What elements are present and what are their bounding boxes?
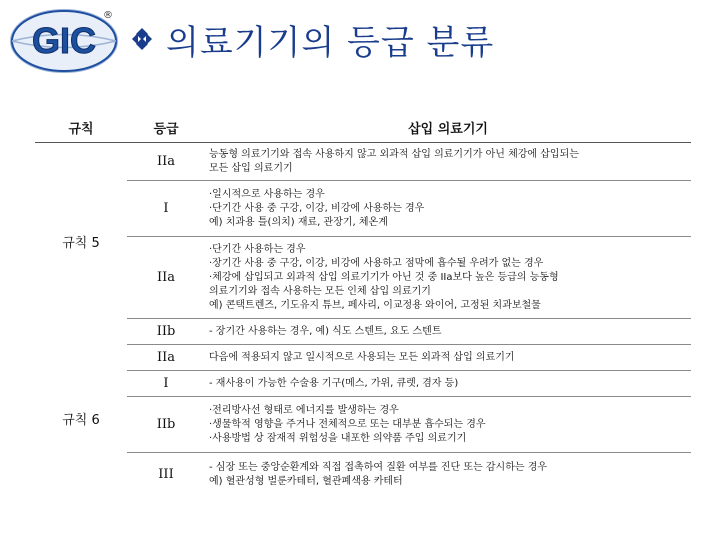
table-header-row [35,112,691,143]
header-rule: 규칙 [35,112,127,143]
desc-line: 예) 치과용 틀(의치) 재료, 관장기, 체온계 [209,216,388,228]
globe-logo-icon [10,8,118,74]
grade-cell: IIb [127,397,205,453]
desc-line: ·사용방법 상 잠재적 위험성을 내포한 의약품 주입 의료기기 [209,432,467,444]
desc-line: - 장기간 사용하는 경우, 예) 식도 스텐트, 요도 스텐트 [209,325,442,337]
grade-cell: IIa [127,345,205,371]
desc-line: 예) 콘택트렌즈, 기도유지 튜브, 페사리, 이교정용 와이어, 고정된 치과보철물 [209,299,541,311]
desc-line: ·일시적으로 사용하는 경우 [209,188,325,200]
desc-line: 의료기기와 접속 사용하는 모든 인체 삽입 의료기기 [209,285,431,297]
desc-line: 능동형 의료기기와 접속 사용하지 않고 외과적 삽입 의료기기가 아닌 체강에 삽입되는 [209,148,579,160]
desc-line: 예) 혈관성형 벌룬카테터, 혈관폐색용 카테터 [209,475,403,487]
desc-line: ·장기간 사용 중 구강, 이강, 비강에 사용하고 점막에 흡수될 우려가 없는 경우 [209,257,544,269]
desc-cell [205,397,691,453]
grade-cell: IIa [127,143,205,181]
diamond-bullet-icon [128,25,156,53]
desc-line: - 재사용이 가능한 수술용 기구(메스, 가위, 큐렛, 겸자 등) [209,377,459,389]
table-row [35,345,691,371]
grade-cell: IIb [127,319,205,345]
header-grade: 등급 [127,112,205,143]
header-desc: 삽입 의료기기 [205,112,691,143]
desc-cell [205,453,691,497]
desc-line: ·전리방사선 형태로 에너지를 발생하는 경우 [209,404,399,416]
rule-5-label: 규칙 5 [62,235,100,251]
page-header [128,14,494,64]
desc-cell [205,345,691,371]
table-row [35,181,691,237]
desc-cell [205,143,691,181]
grade-cell: I [127,371,205,397]
classification-table [35,112,691,497]
registered-mark: ® [103,10,113,21]
page-title: 의료기기의 등급 분류 [166,22,495,63]
desc-line: 다음에 적용되지 않고 일시적으로 사용되는 모든 외과적 삽입 의료기기 [209,351,515,363]
desc-cell [205,237,691,319]
desc-line: 모든 삽입 의료기기 [209,162,293,174]
desc-line: ·단기간 사용하는 경우 [209,243,306,255]
table-row [35,453,691,497]
desc-cell [205,181,691,237]
desc-line: ·생물학적 영향을 주거나 전체적으로 또는 대부분 흡수되는 경우 [209,418,486,430]
gic-logo [10,8,118,74]
table-row [35,371,691,397]
table-row [35,143,691,181]
desc-cell [205,319,691,345]
desc-cell [205,371,691,397]
grade-cell: IIa [127,237,205,319]
rule-6-label: 규칙 6 [62,412,100,428]
logo-text: GIC [31,20,97,61]
desc-line: ·체강에 삽입되고 외과적 삽입 의료기기가 아닌 것 중 IIa보다 높은 등급의 능동형 [209,271,559,283]
table-row [35,319,691,345]
desc-line: ·단기간 사용 중 구강, 이강, 비강에 사용하는 경우 [209,202,425,214]
table-row [35,397,691,453]
grade-cell: III [158,466,174,482]
desc-line: - 심장 또는 중앙순환계와 직접 접촉하여 질환 여부를 진단 또는 감시하는 경우 [209,461,548,473]
table-row [35,237,691,319]
grade-cell: I [127,181,205,237]
